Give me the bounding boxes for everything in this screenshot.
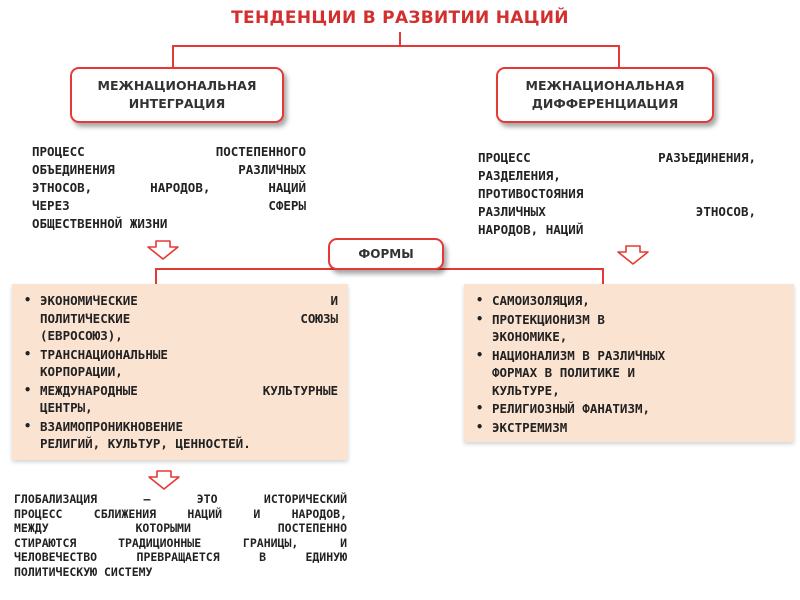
list-item-line: ЭКОНОМИЧЕСКИЕ И: [40, 293, 338, 308]
list-item-line: ВЗАИМОПРОНИКНОВЕНИЕ: [40, 418, 183, 434]
list-item: [476, 292, 784, 310]
differentiation-description-line: РАЗДЕЛЕНИЯ,: [478, 168, 561, 183]
differentiation-label-line: ДИФФЕРЕНЦИАЦИЯ: [531, 96, 679, 111]
list-item-line: РЕЛИГИЙ, КУЛЬТУР, ЦЕННОСТЕЙ.: [40, 436, 251, 451]
list-item-line: ПОЛИТИЧЕСКИЕ СОЮЗЫ: [40, 310, 338, 326]
connector-right-drop: [618, 45, 620, 68]
integration-description-line: ОБЩЕСТВЕННОЙ ЖИЗНИ: [32, 216, 168, 231]
list-item-line: КУЛЬТУРЕ,: [492, 382, 560, 398]
list-item-line: ЭКОНОМИКЕ,: [492, 329, 568, 344]
forms-label: ФОРМЫ: [358, 247, 414, 261]
list-item-line: ПРОТЕКЦИОНИЗМ В: [492, 311, 605, 327]
differentiation-description: [478, 149, 756, 239]
differentiation-description-line: ПРОТИВОСТОЯНИЯ: [478, 186, 584, 201]
list-item-line: КОРПОРАЦИИ,: [40, 364, 123, 379]
integration-description-line: ЭТНОСОВ, НАРОДОВ, НАЦИЙ: [32, 180, 306, 195]
list-item-line: (ЕВРОСОЮЗ),: [40, 328, 123, 343]
list-item: [476, 347, 784, 400]
diagram-title: ТЕНДЕНЦИИ В РАЗВИТИИ НАЦИЙ: [231, 8, 569, 28]
right-down-arrow-icon: [616, 245, 650, 265]
list-item-line: ЦЕНТРЫ,: [40, 400, 93, 415]
differentiation-box: [496, 67, 714, 123]
globalization-line: ПОЛИТИЧЕСКУЮ СИСТЕМУ: [14, 564, 153, 579]
list-item-line: ЭКСТРЕМИЗМ: [492, 419, 568, 435]
differentiation-description-line: РАЗЛИЧНЫХ ЭТНОСОВ,: [478, 204, 756, 219]
globalization-line: СТИРАЮТСЯ ТРАДИЦИОННЫЕ ГРАНИЦЫ, И: [14, 535, 347, 550]
bullet-icon: •: [24, 293, 32, 307]
globalization-line: ЧЕЛОВЕЧЕСТВО ПРЕВРАЩАЕТСЯ В ЕДИНУЮ: [14, 550, 347, 564]
connector-top-horizontal: [172, 45, 620, 47]
list-item: [24, 292, 338, 345]
list-item-line: НАЦИОНАЛИЗМ В РАЗЛИЧНЫХ: [492, 347, 666, 363]
globalization-line: ПРОЦЕСС СБЛИЖЕНИЯ НАЦИЙ И НАРОДОВ,: [14, 506, 347, 521]
bullet-icon: •: [24, 346, 32, 361]
forms-box: [328, 238, 444, 270]
list-item: [24, 418, 338, 453]
differentiation-description-line: ПРОЦЕСС РАЗЪЕДИНЕНИЯ,: [478, 150, 756, 165]
bullet-icon: •: [24, 418, 32, 433]
list-item-line: ФОРМАХ В ПОЛИТИКЕ И: [492, 365, 635, 380]
list-item-line: САМОИЗОЛЯЦИЯ,: [492, 293, 590, 308]
list-item: [24, 382, 338, 417]
integration-box: [70, 67, 284, 123]
differentiation-description-line: НАРОДОВ, НАЦИЙ: [478, 222, 584, 237]
list-item-line: ТРАНСНАЦИОНАЛЬНЫЕ: [40, 346, 168, 362]
differentiation-label-line: МЕЖНАЦИОНАЛЬНАЯ: [525, 78, 685, 93]
integration-forms-panel: [12, 284, 348, 460]
integration-description-line: ПРОЦЕСС ПОСТЕПЕННОГО: [32, 144, 306, 159]
integration-description-line: ЧЕРЕЗ СФЕРЫ: [32, 198, 306, 213]
list-item: [476, 419, 784, 437]
connector-left-drop: [172, 45, 174, 68]
integration-description: [32, 143, 306, 233]
bullet-icon: •: [24, 382, 32, 397]
integration-label-line: ИНТЕГРАЦИЯ: [128, 96, 226, 111]
list-item-line: МЕЖДУНАРОДНЫЕ КУЛЬТУРНЫЕ: [40, 382, 338, 398]
globalization-definition: [14, 492, 347, 579]
bullet-icon: •: [476, 401, 484, 415]
list-item: [476, 311, 784, 346]
list-item-line: РЕЛИГИОЗНЫЙ ФАНАТИЗМ,: [492, 401, 651, 416]
list-item: [476, 400, 784, 418]
connector-title-stem: [399, 32, 401, 46]
left-down-arrow-icon: [146, 240, 180, 260]
list-item: [24, 346, 338, 381]
globalization-line: МЕЖДУ КОТОРЫМИ ПОСТЕПЕННО: [14, 521, 347, 535]
bullet-icon: •: [476, 419, 484, 434]
bullet-icon: •: [476, 293, 484, 307]
integration-label-line: МЕЖНАЦИОНАЛЬНАЯ: [97, 78, 257, 93]
differentiation-forms-panel: [464, 284, 794, 442]
globalization-line: ГЛОБАЛИЗАЦИЯ — ЭТО ИСТОРИЧЕСКИЙ: [14, 492, 347, 506]
integration-description-line: ОБЪЕДИНЕНИЯ РАЗЛИЧНЫХ: [32, 162, 306, 177]
globalization-down-arrow-icon: [147, 470, 181, 490]
bullet-icon: •: [476, 311, 484, 326]
bullet-icon: •: [476, 347, 484, 362]
